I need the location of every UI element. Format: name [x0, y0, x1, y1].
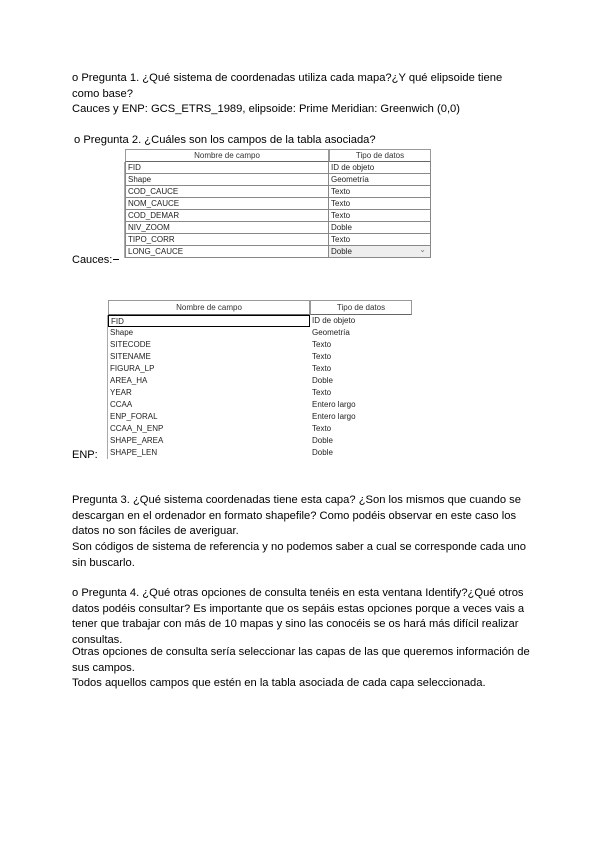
field-name-cell[interactable]: YEAR [110, 388, 132, 397]
field-name-cell[interactable]: Shape [125, 174, 329, 186]
table-row[interactable] [117, 186, 431, 198]
q3-question: Pregunta 3. ¿Qué sistema coordenadas tiene esta capa? ¿Son los mismos que cuando se descargan en el ordenador en formato shapefile? Como podéis observar en este caso los datos no son fáciles de averiguar. [72, 494, 522, 537]
table-row[interactable] [117, 198, 431, 210]
field-name-cell[interactable]: AREA_HA [110, 376, 148, 385]
row-selector[interactable] [100, 327, 108, 339]
table-row[interactable] [100, 375, 412, 387]
q1-question: o Pregunta 1. ¿Qué sistema de coordenadas utiliza cada mapa?¿Y qué elipsoide tiene como base? [72, 72, 503, 100]
row-selector[interactable] [100, 411, 108, 423]
cauces-col-type-header: Tipo de datos [329, 149, 431, 162]
field-type-cell[interactable]: Texto [329, 210, 431, 222]
field-type-cell[interactable]: Geometría [329, 174, 431, 186]
table-row[interactable] [100, 351, 412, 363]
field-type-cell[interactable]: Doble [312, 436, 333, 445]
field-type-cell[interactable]: Texto [329, 186, 431, 198]
field-name-cell[interactable]: FID [108, 315, 310, 327]
field-name-cell[interactable]: TIPO_CORR [125, 234, 329, 246]
table-row[interactable] [117, 234, 431, 246]
table-row[interactable] [100, 327, 412, 339]
field-type-cell[interactable]: Entero largo [312, 400, 356, 409]
row-selector[interactable] [117, 186, 125, 198]
row-selector[interactable] [100, 399, 108, 411]
q4-answer-1: Otras opciones de consulta sería seleccionar las capas de las que queremos información de sus campos. [72, 646, 530, 674]
field-type-cell[interactable]: Entero largo [312, 412, 356, 421]
dropdown-arrow-icon[interactable]: ⌄ [419, 246, 426, 254]
row-selector[interactable] [100, 387, 108, 399]
field-type-cell[interactable]: ID de objeto [329, 162, 431, 174]
cauces-fields-table [117, 149, 431, 258]
field-type-cell[interactable]: Texto [329, 234, 431, 246]
field-name-cell[interactable]: CCAA [110, 400, 133, 409]
field-name-cell[interactable]: SHAPE_AREA [110, 436, 164, 445]
field-name-cell[interactable]: SITECODE [110, 340, 151, 349]
q1-answer: Cauces y ENP: GCS_ETRS_1989, elipsoide: Prime Meridian: Greenwich (0,0) [72, 103, 460, 115]
q3-answer: Son códigos de sistema de referencia y no podemos saber a cual se corresponde cada uno sin buscarlo. [72, 541, 526, 569]
field-type-cell[interactable]: Texto [312, 364, 332, 373]
table-row[interactable] [117, 246, 431, 258]
table-row[interactable] [100, 447, 412, 459]
enp-fields-table [100, 300, 412, 459]
table-row[interactable] [100, 363, 412, 375]
field-type-cell[interactable]: Texto [312, 352, 332, 361]
table-row[interactable] [100, 423, 412, 435]
cauces-label: Cauces: [72, 254, 113, 266]
row-selector[interactable] [117, 174, 125, 186]
table-row[interactable] [117, 210, 431, 222]
enp-label: ENP: [72, 449, 98, 461]
field-type-cell[interactable]: Texto [312, 388, 332, 397]
field-type-cell[interactable]: Doble [312, 376, 333, 385]
row-selector[interactable] [117, 198, 125, 210]
field-name-cell[interactable]: SITENAME [110, 352, 151, 361]
field-type-cell[interactable]: Doble ⌄ [329, 246, 431, 258]
field-name-cell[interactable]: LONG_CAUCE [125, 246, 329, 258]
field-name-cell[interactable]: COD_CAUCE [125, 186, 329, 198]
row-selector[interactable] [117, 246, 125, 258]
table-row[interactable] [117, 174, 431, 186]
row-selector[interactable] [100, 315, 108, 327]
field-type-cell[interactable]: Texto [312, 340, 332, 349]
field-type-cell[interactable]: Doble [312, 448, 333, 457]
field-type-cell[interactable]: Doble [329, 222, 431, 234]
table-row[interactable] [100, 411, 412, 423]
field-type-cell[interactable]: Texto [312, 424, 332, 433]
field-type-cell[interactable]: Texto [329, 198, 431, 210]
field-name-cell[interactable]: NOM_CAUCE [125, 198, 329, 210]
q4-question: o Pregunta 4. ¿Qué otras opciones de consulta tenéis en esta ventana Identify?¿Qué otros datos podéis consultar? Es importante que os sepáis estas opciones porque a veces vais a tener que trabajar con más de 10 mapas y sino las conocéis se os hará más difícil realizar consultas. [72, 587, 525, 646]
q4-answer-2: Todos aquellos campos que estén en la tabla asociada de cada capa seleccionada. [72, 677, 486, 689]
table-row[interactable] [100, 399, 412, 411]
q2-question: o Pregunta 2. ¿Cuáles son los campos de la tabla asociada? [74, 134, 376, 146]
enp-col-type-header: Tipo de datos [310, 300, 412, 315]
field-type-cell[interactable]: Geometría [312, 328, 350, 337]
field-name-cell[interactable]: COD_DEMAR [125, 210, 329, 222]
row-selector[interactable] [100, 447, 108, 459]
row-selector[interactable] [100, 435, 108, 447]
field-name-cell[interactable]: FIGURA_LP [110, 364, 155, 373]
row-selector[interactable] [117, 222, 125, 234]
field-name-cell[interactable]: NIV_ZOOM [125, 222, 329, 234]
cauces-marker [113, 259, 119, 260]
row-selector[interactable] [100, 423, 108, 435]
field-name-cell[interactable]: Shape [110, 328, 134, 337]
row-selector[interactable] [117, 162, 125, 174]
field-name-cell[interactable]: SHAPE_LEN [110, 448, 158, 457]
field-name-cell[interactable]: CCAA_N_ENP [110, 424, 164, 433]
table-row[interactable] [117, 162, 431, 174]
table-row[interactable] [100, 387, 412, 399]
row-selector[interactable] [100, 339, 108, 351]
table-row[interactable] [100, 435, 412, 447]
field-name-cell[interactable]: ENP_FORAL [110, 412, 158, 421]
cauces-col-name-header: Nombre de campo [125, 149, 329, 162]
row-selector[interactable] [117, 234, 125, 246]
table-row[interactable] [100, 339, 412, 351]
table-row[interactable] [117, 222, 431, 234]
row-selector[interactable] [117, 210, 125, 222]
row-selector[interactable] [100, 375, 108, 387]
row-selector[interactable] [100, 351, 108, 363]
enp-col-name-header: Nombre de campo [108, 300, 310, 315]
row-selector[interactable] [100, 363, 108, 375]
table-row[interactable] [100, 315, 412, 327]
field-type-cell[interactable]: ID de objeto [312, 316, 356, 325]
field-name-cell[interactable]: FID [125, 162, 329, 174]
